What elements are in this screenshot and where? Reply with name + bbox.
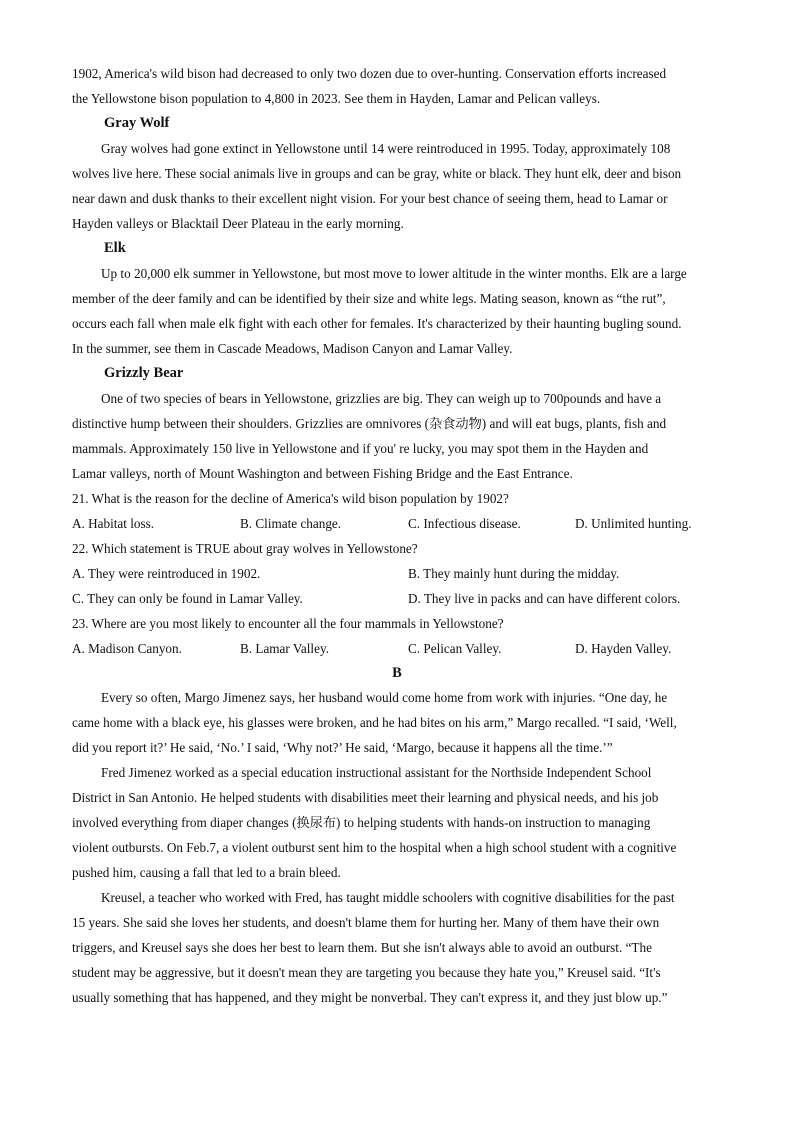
gray-wolf-text-line: Gray wolves had gone extinct in Yellowstone until 14 were reintroduced in 1995. Today, approximately 108	[101, 141, 671, 156]
bison-text-line: the Yellowstone bison population to 4,800 in 2023. See them in Hayden, Lamar and Pelican valleys.	[72, 91, 601, 106]
elk-text-line: occurs each fall when male elk fight with each other for females. It's characterized by their haunting bugling sound.	[72, 316, 682, 331]
question-23-option-b: B. Lamar Valley.	[240, 641, 329, 656]
grizzly-text-line: mammals. Approximately 150 live in Yellowstone and if you' re lucky, you may spot them in the Hayden and	[72, 441, 649, 456]
elk-heading: Elk	[104, 240, 126, 256]
question-23-stem: 23. Where are you most likely to encounter all the four mammals in Yellowstone?	[72, 616, 504, 631]
gray-wolf-text-line: near dawn and dusk thanks to their excellent night vision. For your best chance of seeing them, head to Lamar or	[72, 191, 668, 206]
question-21-option-c: C. Infectious disease.	[408, 516, 521, 531]
question-22-stem: 22. Which statement is TRUE about gray wolves in Yellowstone?	[72, 541, 418, 556]
elk-text-line: Up to 20,000 elk summer in Yellowstone, but most move to lower altitude in the winter months. Elk are a large	[101, 266, 687, 281]
section-b-text-line: came home with a black eye, his glasses were broken, and he had bites on his arm,” Margo recalled. “I said, ‘Well,	[72, 715, 677, 730]
question-22-option-d: D. They live in packs and can have different colors.	[408, 591, 681, 606]
section-b-text-line: Every so often, Margo Jimenez says, her husband would come home from work with injuries. “One day, he	[101, 690, 668, 705]
section-b-text-line: violent outbursts. On Feb.7, a violent outburst sent him to the hospital when a high school student with a cognitive	[72, 840, 677, 855]
grizzly-text-line: One of two species of bears in Yellowstone, grizzlies are big. They can weigh up to 700pounds and have a	[101, 391, 662, 406]
section-b-text-line: usually something that has happened, and they might be nonverbal. They can't express it, and they just blow up.”	[72, 990, 668, 1005]
gray-wolf-text-line: Hayden valleys or Blacktail Deer Plateau in the early morning.	[72, 216, 404, 231]
question-23-option-a: A. Madison Canyon.	[72, 641, 182, 656]
section-b-text-line: Kreusel, a teacher who worked with Fred, has taught middle schoolers with cognitive disabilities for the past	[101, 890, 675, 905]
question-22-option-a: A. They were reintroduced in 1902.	[72, 566, 261, 581]
section-b-text-line: triggers, and Kreusel says she does her best to learn them. But she isn't always able to avoid an outburst. “The	[72, 940, 652, 955]
question-21-option-d: D. Unlimited hunting.	[575, 516, 692, 531]
elk-text-line: In the summer, see them in Cascade Meadows, Madison Canyon and Lamar Valley.	[72, 341, 513, 356]
question-23-option-c: C. Pelican Valley.	[408, 641, 502, 656]
section-b-text-line: involved everything from diaper changes (换尿布) to helping students with hands-on instruction to managing	[72, 815, 651, 830]
section-b-text-line: did you report it?’ He said, ‘No.’ I said, ‘Why not?’ He said, ‘Margo, because it happens all the time.’”	[72, 740, 613, 755]
section-b-heading: B	[392, 665, 402, 681]
grizzly-text-line: Lamar valleys, north of Mount Washington and between Fishing Bridge and the East Entrance.	[72, 466, 573, 481]
section-b-text-line: pushed him, causing a fall that led to a brain bleed.	[72, 865, 341, 880]
bison-text-line: 1902, America's wild bison had decreased to only two dozen due to over-hunting. Conservation efforts increased	[72, 66, 667, 81]
gray-wolf-heading: Gray Wolf	[104, 115, 170, 131]
question-23-option-d: D. Hayden Valley.	[575, 641, 672, 656]
question-21-option-b: B. Climate change.	[240, 516, 342, 531]
grizzly-text-line: distinctive hump between their shoulders. Grizzlies are omnivores (杂食动物) and will eat bugs, plants, fish and	[72, 416, 667, 431]
section-b-text-line: student may be aggressive, but it doesn't mean they are targeting you because they hate you,” Kreusel said. “It's	[72, 965, 661, 980]
section-b-text-line: District in San Antonio. He helped students with disabilities meet their learning and physical needs, and his job	[72, 790, 659, 805]
gray-wolf-text-line: wolves live here. These social animals live in groups and can be gray, white or black. They hunt elk, deer and bison	[72, 166, 682, 181]
elk-text-line: member of the deer family and can be identified by their size and white legs. Mating season, known as “the rut”,	[72, 291, 666, 306]
question-22-option-c: C. They can only be found in Lamar Valley.	[72, 591, 303, 606]
section-b-text-line: Fred Jimenez worked as a special education instructional assistant for the Northside Independent School	[101, 765, 652, 780]
question-21-option-a: A. Habitat loss.	[72, 516, 155, 531]
grizzly-bear-heading: Grizzly Bear	[104, 365, 184, 381]
question-21-stem: 21. What is the reason for the decline of America's wild bison population by 1902?	[72, 491, 509, 506]
question-22-option-b: B. They mainly hunt during the midday.	[408, 566, 620, 581]
section-b-text-line: 15 years. She said she loves her students, and doesn't blame them for hurting her. Many of them have their own	[72, 915, 660, 930]
